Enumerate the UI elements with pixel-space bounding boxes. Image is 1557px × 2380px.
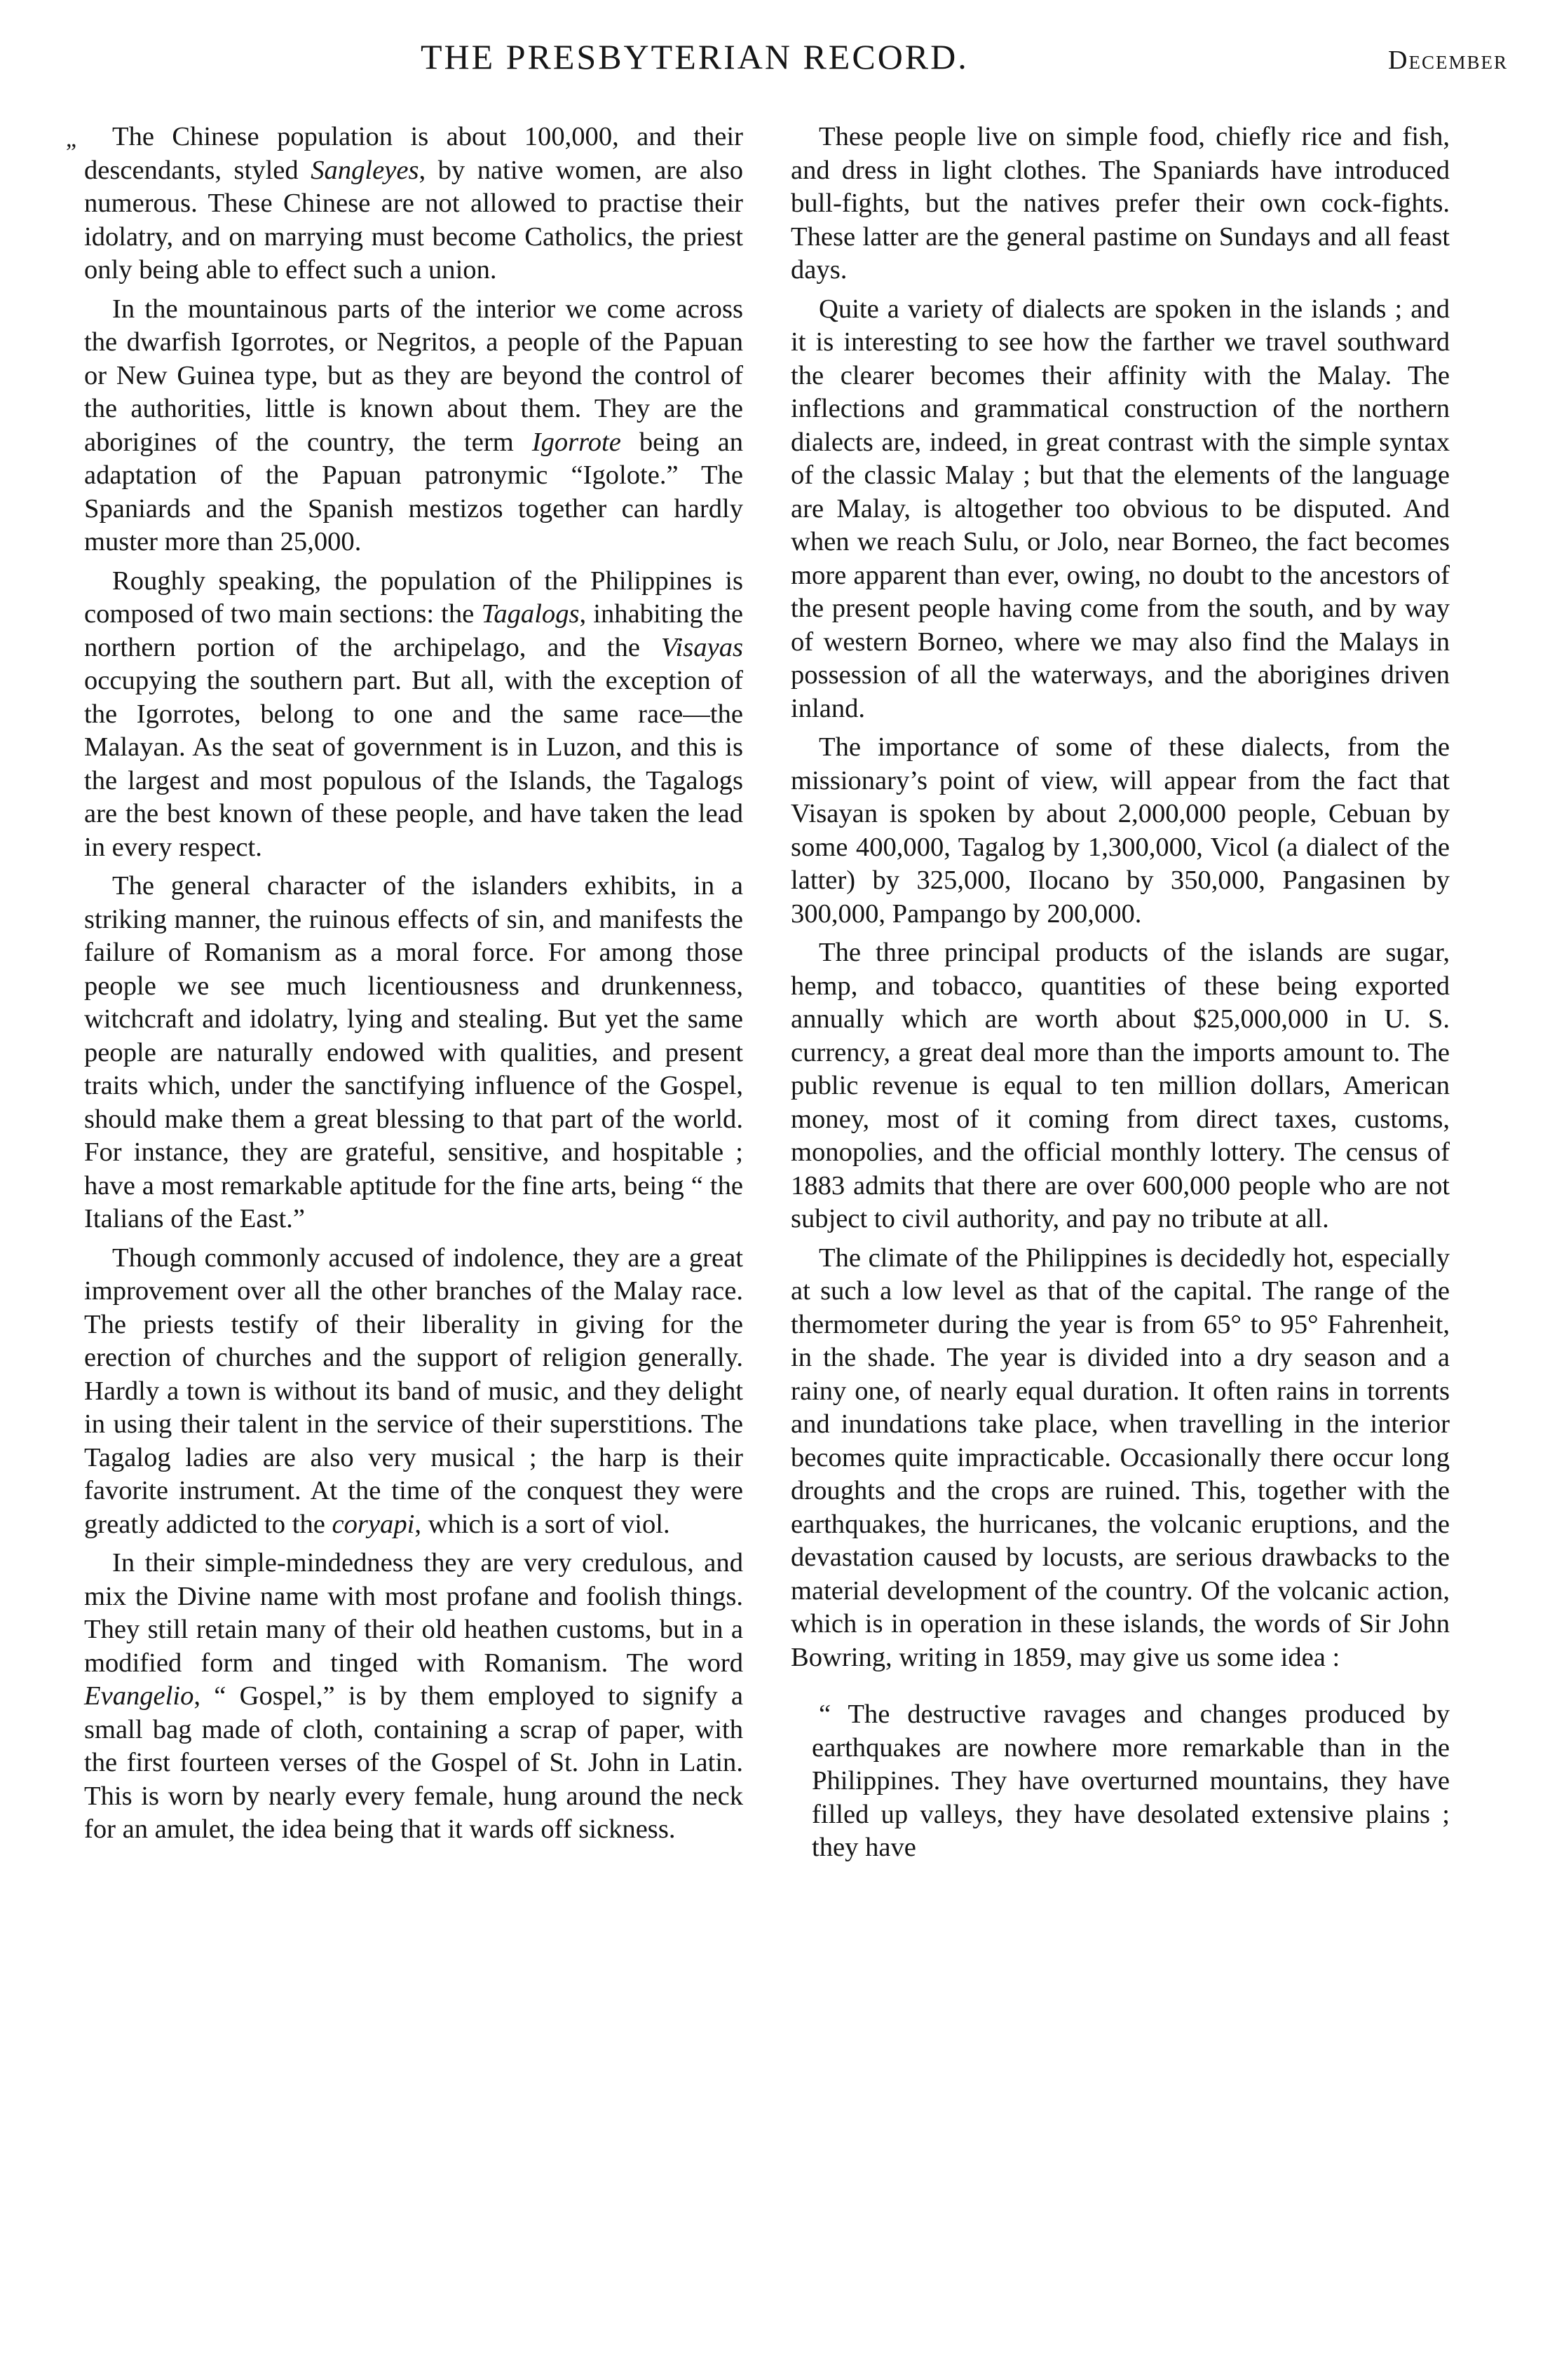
paragraph-igorrotes: In the mountainous parts of the interior we come across the dwarfish Igorrotes, or Negritos, a people of the Papuan or New Guinea type, but as they are beyond the control of the authorities, little is known about them. They are the aborigines of the country, the term Igorrote being an adaptation of the Papuan patronymic “Igolote.” The Spaniards and the Spanish mestizos together can hardly muster more than 25,000. [84,294,743,556]
paragraph-dialect-speakers: The importance of some of these dialects, from the missionary’s point of view, will appear from the fact that Visayan is spoken by about 2,000,000 people, Cebuan by some 400,000, Tagalog by 1,300,000, Vicol (a dialect of the latter) by 325,000, Ilocano by 350,000, Pangasinen by 300,000, Pampango by 200,000. [791,732,1450,929]
paragraph-products: The three principal products of the islands are sugar, hemp, and tobacco, quantities of these being exported annually which are worth about $25,000,000 in U. S. currency, a great deal more than the imports amount to. The public revenue is equal to ten million dollars, American money, most of it coming from direct taxes, customs, monopolies, and the official monthly lottery. The census of 1883 admits that there are over 600,000 people who are not subject to civil authority, and pay no tribute at all. [791,938,1450,1233]
right-column [791,121,1450,1871]
margin-mark: „ [66,126,77,152]
paragraph-food-and-dress: These people live on simple food, chiefly rice and fish, and dress in light clothes. The Spaniards have introduced bull-fights, but the natives prefer their own cock-fights. These latter are the general pastime on Sundays and all feast days. [791,122,1450,285]
block-quote-bowring: “ The destructive ravages and changes produced by earthquakes are nowhere more remarkable than in the Philippines. They have overturned mountains, they have filled up valleys, they have desolated extensive plains ; they have [812,1699,1450,1862]
left-column [84,121,743,1852]
paragraph-indolence: Though commonly accused of indolence, they are a great improvement over all the other branches of the Malay race. The priests testify of their liberality in giving for the erection of churches and the support of religion generally. Hardly a town is without its band of music, and they delight in using their talent in the service of their superstitions. The Tagalog ladies are also very musical ; the harp is their favorite instrument. At the time of the conquest they were greatly addicted to the coryapi, which is a sort of viol. [84,1243,743,1539]
journal-title: THE PRESBYTERIAN RECORD. [421,37,969,76]
paragraph-population-sections: Roughly speaking, the population of the Philippines is composed of two main sections: the Tagalogs, inhabiting the northern portion of the archipelago, and the Visayas occupying the southern part. But all, with the exception of the Igorrotes, belong to one and the same race—the Malayan. As the seat of government is in Luzon, and this is the largest and most populous of the Islands, the Tagalogs are the best known of these people, and have taken the lead in every respect. [84,566,743,862]
paragraph-chinese-population: The Chinese population is about 100,000, and their descendants, styled Sangleyes, by native women, are also numerous. These Chinese are not allowed to practise their idolatry, and on marrying must become Catholics, the priest only being able to effect such a union. [84,122,743,285]
paragraph-dialects: Quite a variety of dialects are spoken in the islands ; and it is interesting to see how the farther we travel southward the clearer becomes their affinity with the Malay. The inflections and grammatical construction of the northern dialects are, indeed, in great contrast with the simple syntax of the classic Malay ; but that the elements of the language are Malay, is altogether too obvious to be disputed. And when we reach Sulu, or Jolo, near Borneo, the fact becomes more apparent than ever, owing, no doubt to the ancestors of the present people having come from the south, and by way of western Borneo, where we may also find the Malays in possession of all the waterways, and the aborigines driven inland. [791,294,1450,723]
paragraph-general-character: The general character of the islanders exhibits, in a striking manner, the ruinous effects of sin, and manifests the failure of Romanism as a moral force. For among those people we see much licentiousness and drunkenness, witchcraft and idolatry, lying and stealing. But yet the same people are naturally endowed with qualities, and present traits which, under the sanctifying influence of the Gospel, should make them a great blessing to that part of the world. For instance, they are grateful, sensitive, and hospitable ; have a most remarkable aptitude for the fine arts, being “ the Italians of the East.” [84,871,743,1233]
page-header [0,36,1557,86]
paragraph-climate: The climate of the Philippines is decidedly hot, especially at such a low level as that of the capital. The range of the thermometer during the year is from 65° to 95° Fahrenheit, in the shade. The year is divided into a dry season and a rainy one, of nearly equal duration. It often rains in torrents and inundations take place, when travelling in the interior becomes quite impracticable. Occasionally there occur long droughts and the crops are ruined. This, together with the earthquakes, the hurricanes, the volcanic eruptions, and the devastation caused by locusts, are serious drawbacks to the material development of the country. Of the volcanic action, which is in operation in these islands, the words of Sir John Bowring, writing in 1859, may give us some idea : [791,1243,1450,1672]
paragraph-simple-mindedness: In their simple-mindedness they are very credulous, and mix the Divine name with most profane and foolish things. They still retain many of their old heathen customs, but in a modified form and tinged with Romanism. The word Evangelio, “ Gospel,” is by them employed to signify a small bag made of cloth, containing a scrap of paper, with the first fourteen verses of the Gospel of St. John in Latin. This is worn by nearly every female, hung around the neck for an amulet, the idea being that it wards off sickness. [84,1548,743,1844]
issue-month: December [1388,46,1508,75]
